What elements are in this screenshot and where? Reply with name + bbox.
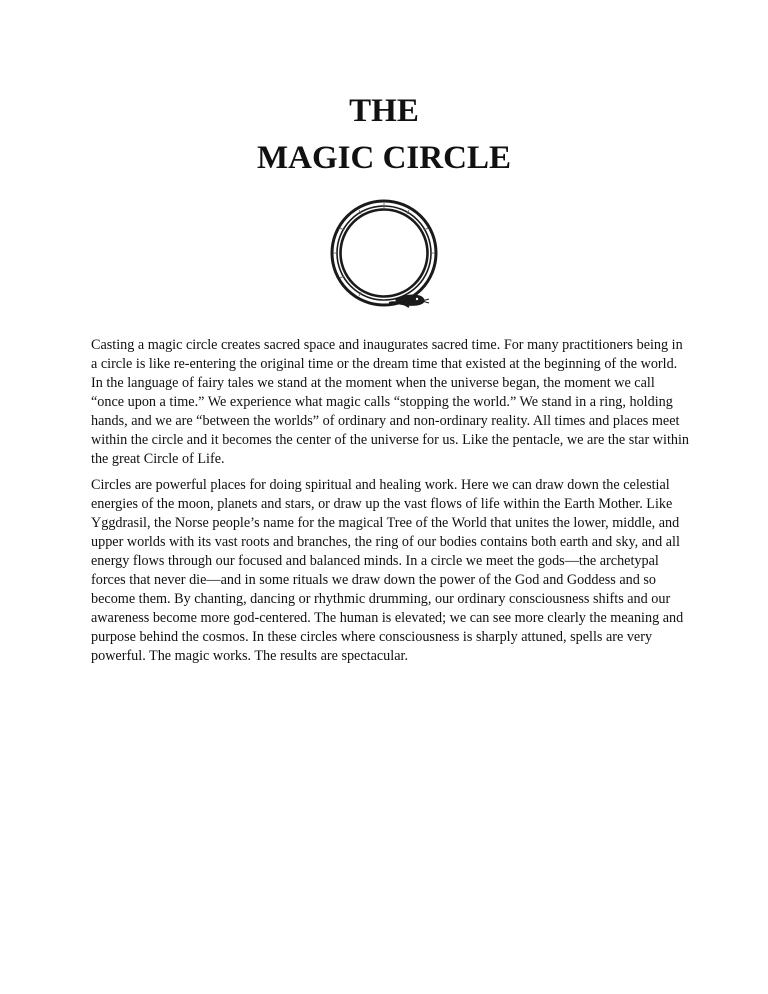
body-paragraph-1: Casting a magic circle creates sacred space and inaugurates sacred time. For many practitioners being in a circle is like re-entering the original time or the dream time that existed at the beginning of the world. In the language of fairy tales we stand at the moment when the universe began, the moment we call “once upon a time.” We experience what magic calls “stopping the world.” We stand in a ring, holding hands, and we are “between the worlds” of ordinary and non-ordinary reality. All times and places meet within the circle and it becomes the center of the universe for us. Like the pentacle, we are the star within the great Circle of Life. — [91, 337, 690, 467]
ouroboros-icon — [321, 195, 447, 313]
body-paragraph-2: Circles are powerful places for doing spiritual and healing work. Here we can draw down the celestial energies of the moon, planets and stars, or draw up the vast flows of life within the Earth Mother. Like Yggdrasil, the Norse people’s name for the magical Tree of the World that unites the lower, middle, and upper worlds with its vast roots and branches, the ring of our bodies contains both earth and sky, and all energy flows through our focused and balanced minds. In a circle we meet the gods—the archetypal forces that never die—and in some rituals we draw down the power of the God and Goddess and so become them. By chanting, dancing or rhythmic drumming, our ordinary consciousness shifts and our awareness become more god-centered. The human is elevated; we can see more clearly the meaning and purpose behind the cosmos. In these circles where consciousness is sharply attuned, spells are very powerful. The magic works. The results are spectacular. — [91, 477, 684, 664]
page-title-line-2: MAGIC CIRCLE — [257, 140, 511, 176]
page-title-line-1: THE — [349, 93, 419, 129]
